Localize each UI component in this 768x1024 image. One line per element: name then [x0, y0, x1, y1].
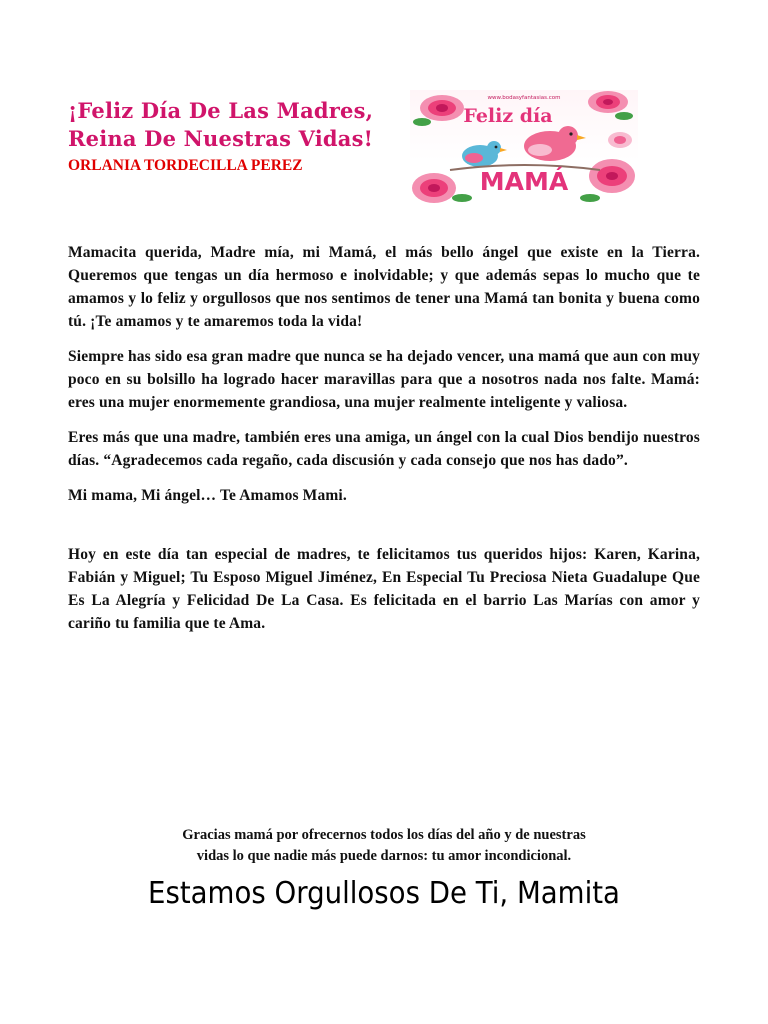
paragraph-1: Mamacita querida, Madre mía, mi Mamá, el más bello ángel que existe en la Tierra. Queremos que tengas un día hermoso e inolvidable; y que además sepas lo mucho que te amamos y lo feliz y orgullosos que nos sentimos de tener una Mamá tan bonita y buena como tú. ¡Te amamos y te amaremos toda la vida! [68, 244, 700, 330]
mothers-day-banner [410, 90, 638, 208]
banner-site: www.bodasyfantasias.com [487, 95, 561, 101]
rose-icon [580, 159, 635, 202]
final-heading: Estamos Orgullosos De Ti, Mamita [148, 876, 620, 911]
letter-body [68, 241, 700, 647]
banner-illustration [410, 90, 638, 208]
banner-line-2: MAMÁ [479, 167, 569, 196]
title-line-2: Reina De Nuestras Vidas! [68, 126, 374, 151]
rose-icon [608, 132, 632, 148]
closing-message [68, 825, 700, 867]
rose-icon [412, 173, 472, 203]
pink-bird-icon [524, 126, 586, 161]
rose-icon [588, 91, 633, 120]
header [68, 97, 428, 177]
paragraph-4: Mi mama, Mi ángel… Te Amamos Mami. [68, 487, 347, 504]
closing-line-1: Gracias mamá por ofrecernos todos los días del año y de nuestras [182, 827, 586, 843]
paragraph-2: Siempre has sido esa gran madre que nunca se ha dejado vencer, una mamá que aun con muy poco en su bolsillo ha logrado hacer maravillas para que a nosotros nada nos falte. Mamá: eres una mujer enormemente grandiosa, una mujer realmente inteligente y valiosa. [68, 348, 700, 411]
blue-bird-icon [462, 141, 507, 167]
closing-line-2: vidas lo que nadie más puede darnos: tu amor incondicional. [196, 848, 572, 864]
title-line-1: ¡Feliz Día De Las Madres, [68, 98, 374, 123]
author-name: ORLANIA TORDECILLA PEREZ [68, 157, 303, 174]
paragraph-3: Eres más que una madre, también eres una amiga, un ángel con la cual Dios bendijo nuestros días. “Agradecemos cada regaño, cada discusión y cada consejo que nos has dado”. [68, 429, 700, 469]
rose-icon [413, 95, 464, 126]
paragraph-5: Hoy en este día tan especial de madres, te felicitamos tus queridos hijos: Karen, Karina, Fabián y Miguel; Tu Esposo Miguel Jiménez, En Especial Tu Preciosa Nieta Guadalupe Que Es La Alegría y Felicidad De La Casa. Es felicitada en el barrio Las Marías con amor y cariño tu familia que te Ama. [68, 546, 700, 632]
banner-line-1: Feliz día [463, 105, 553, 127]
